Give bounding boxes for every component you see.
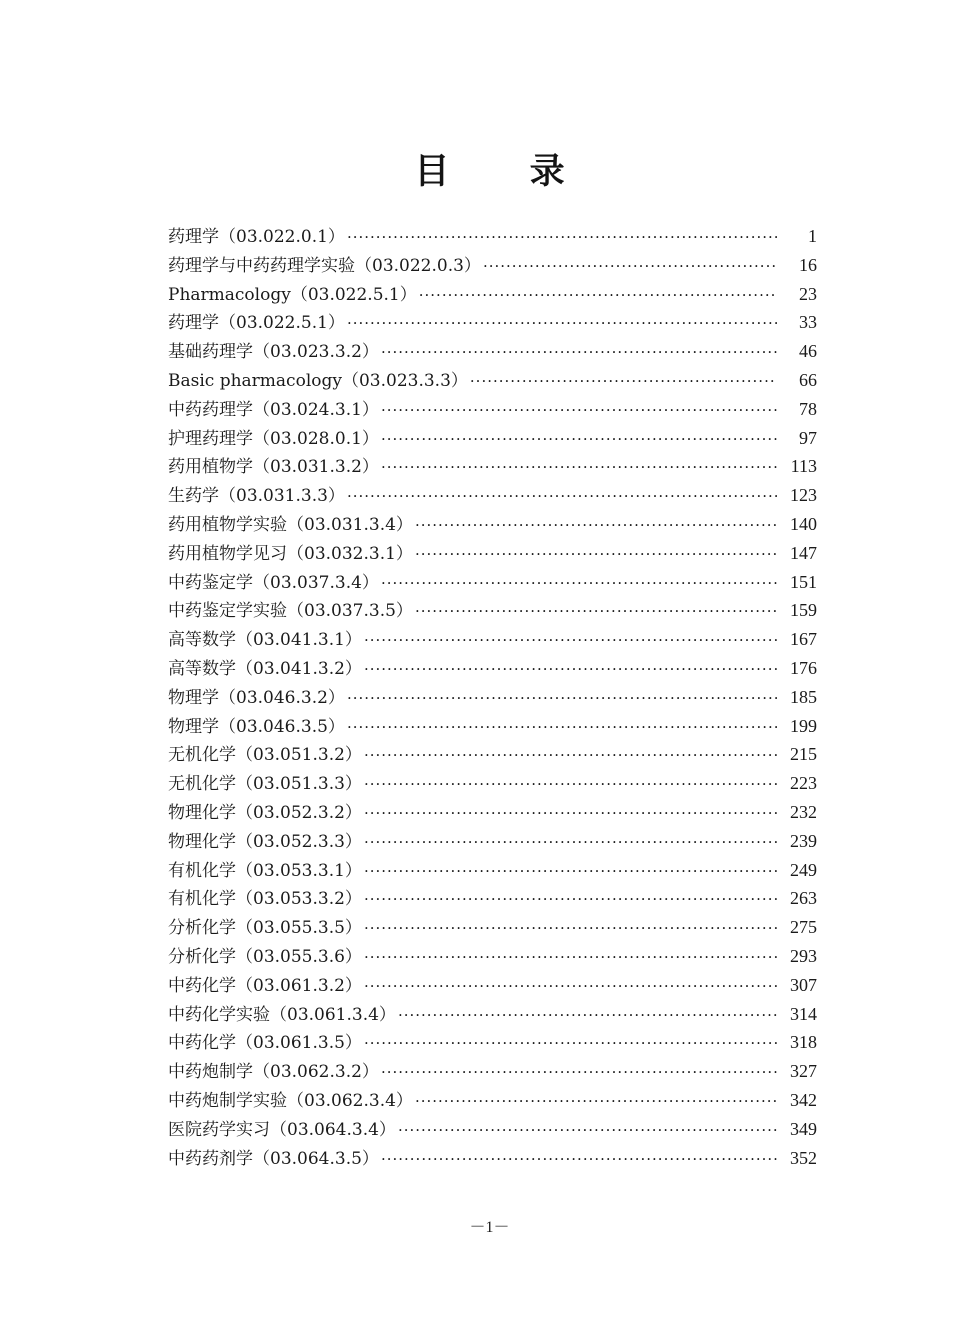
toc-entry-page: 327: [790, 1061, 817, 1082]
toc-entry[interactable]: [168, 481, 817, 510]
toc-entry[interactable]: [168, 1028, 817, 1057]
toc-entry-title: 中药炮制学实验（03.062.3.4）: [168, 1090, 413, 1111]
page-number: －1－: [469, 1219, 510, 1236]
dot-leader: [364, 626, 777, 655]
toc-entry[interactable]: [168, 568, 817, 597]
toc-entry-title: 物理学（03.046.3.2）: [168, 687, 345, 708]
toc-entry[interactable]: [168, 884, 817, 913]
dot-leader: [347, 223, 777, 252]
toc-entry-title: 药用植物学（03.031.3.2）: [168, 457, 379, 478]
toc-entry-page: 318: [790, 1032, 817, 1053]
toc-entry-page: 249: [790, 859, 817, 880]
dot-leader: [347, 482, 777, 511]
toc-entry-title: 中药化学（03.061.3.2）: [168, 975, 362, 996]
toc-entry-title: 药理学与中药药理学实验（03.022.0.3）: [168, 255, 481, 276]
toc-entry-title: 药理学（03.022.0.1）: [168, 227, 345, 247]
toc-entry-title: 医院药学实习（03.064.3.4）: [168, 1119, 396, 1140]
toc-entry-page: 185: [790, 686, 817, 707]
dot-leader: [364, 799, 777, 828]
toc-entry-page: 167: [790, 629, 817, 650]
toc-entry[interactable]: [168, 769, 817, 798]
toc-entry-title: Basic pharmacology（03.023.3.3）: [168, 370, 468, 391]
toc-entry[interactable]: [168, 1086, 817, 1115]
toc-entry-title: 物理学（03.046.3.5）: [168, 716, 345, 737]
toc-entry-title: 中药鉴定学（03.037.3.4）: [168, 572, 379, 593]
toc-entry-title: 药用植物学见习（03.032.3.1）: [168, 543, 413, 564]
toc-entry[interactable]: [168, 856, 817, 885]
dot-leader: [381, 569, 777, 598]
toc-entry-title: 高等数学（03.041.3.2）: [168, 658, 362, 679]
dot-leader: [364, 914, 777, 943]
dot-leader: [364, 943, 777, 972]
dot-leader: [364, 770, 777, 799]
table-of-contents: [168, 222, 817, 1172]
toc-entry-title: 中药鉴定学实验（03.037.3.5）: [168, 601, 413, 622]
toc-entry[interactable]: [168, 539, 817, 568]
dot-leader: [381, 1058, 777, 1087]
toc-entry[interactable]: [168, 1144, 817, 1173]
toc-entry-title: 高等数学（03.041.3.1）: [168, 630, 362, 651]
toc-entry[interactable]: [168, 654, 817, 683]
dot-leader: [415, 1087, 777, 1116]
dot-leader: [364, 1029, 777, 1058]
toc-entry-page: 352: [790, 1147, 817, 1168]
toc-entry-title: 护理药理学（03.028.0.1）: [168, 428, 379, 449]
toc-entry[interactable]: [168, 913, 817, 942]
dot-leader: [381, 425, 777, 454]
toc-entry-title: 物理化学（03.052.3.3）: [168, 831, 362, 852]
toc-entry-page: 113: [790, 456, 817, 477]
toc-entry-title: 中药化学实验（03.061.3.4）: [168, 1004, 396, 1025]
toc-entry-page: 16: [799, 254, 817, 275]
toc-entry[interactable]: [168, 740, 817, 769]
toc-entry-title: 分析化学（03.055.3.5）: [168, 918, 362, 939]
toc-entry-title: 药理学（03.022.5.1）: [168, 313, 345, 334]
toc-entry-page: 78: [799, 398, 817, 419]
toc-entry[interactable]: [168, 971, 817, 1000]
dot-leader: [381, 1145, 777, 1174]
dot-leader: [415, 540, 777, 569]
toc-entry-page: 232: [790, 801, 817, 822]
toc-entry-page: 33: [799, 312, 817, 333]
toc-entry[interactable]: [168, 1057, 817, 1086]
toc-entry-page: 176: [790, 657, 817, 678]
toc-entry[interactable]: [168, 596, 817, 625]
toc-entry-title: 有机化学（03.053.3.2）: [168, 889, 362, 910]
dot-leader: [364, 885, 777, 914]
toc-entry-title: 中药药理学（03.024.3.1）: [168, 399, 379, 420]
toc-entry[interactable]: [168, 712, 817, 741]
dot-leader: [347, 684, 777, 713]
toc-entry[interactable]: [168, 280, 817, 309]
toc-entry-page: 23: [799, 283, 817, 304]
dot-leader: [364, 857, 777, 886]
toc-entry[interactable]: [168, 683, 817, 712]
toc-entry-page: 342: [790, 1089, 817, 1110]
dot-leader: [398, 1001, 777, 1030]
toc-entry[interactable]: [168, 222, 817, 251]
toc-entry-title: Pharmacology（03.022.5.1）: [168, 284, 417, 305]
dot-leader: [483, 252, 777, 281]
dot-leader: [364, 741, 777, 770]
page-title: 目 录: [414, 152, 599, 192]
toc-entry-page: 307: [790, 974, 817, 995]
toc-entry[interactable]: [168, 1000, 817, 1029]
dot-leader: [470, 367, 777, 396]
toc-entry[interactable]: [168, 798, 817, 827]
toc-entry-title: 基础药理学（03.023.3.2）: [168, 342, 379, 363]
toc-entry-page: 97: [799, 427, 817, 448]
dot-leader: [398, 1116, 777, 1145]
toc-entry-title: 无机化学（03.051.3.3）: [168, 774, 362, 795]
toc-entry-page: 314: [790, 1003, 817, 1024]
toc-entry-title: 中药炮制学（03.062.3.2）: [168, 1062, 379, 1083]
toc-entry-title: 物理化学（03.052.3.2）: [168, 802, 362, 823]
toc-entry[interactable]: [168, 366, 817, 395]
dot-leader: [347, 713, 777, 742]
dot-leader: [364, 655, 777, 684]
toc-entry-title: 无机化学（03.051.3.2）: [168, 745, 362, 766]
toc-entry-title: 药用植物学实验（03.031.3.4）: [168, 514, 413, 535]
toc-entry-page: 66: [799, 369, 817, 390]
toc-entry[interactable]: [168, 942, 817, 971]
toc-entry-page: 147: [790, 542, 817, 563]
toc-entry-page: 239: [790, 830, 817, 851]
dot-leader: [419, 281, 777, 310]
toc-entry-page: 1: [808, 226, 817, 246]
toc-entry-page: 123: [790, 485, 817, 506]
toc-entry-title: 有机化学（03.053.3.1）: [168, 860, 362, 881]
toc-entry[interactable]: [168, 452, 817, 481]
toc-entry-page: 293: [790, 945, 817, 966]
toc-entry[interactable]: [168, 251, 817, 280]
toc-entry-page: 140: [790, 513, 817, 534]
dot-leader: [347, 309, 777, 338]
toc-entry-page: 215: [790, 744, 817, 765]
toc-entry-page: 263: [790, 888, 817, 909]
toc-entry-page: 46: [799, 341, 817, 362]
dot-leader: [381, 396, 777, 425]
toc-entry-page: 223: [790, 773, 817, 794]
dot-leader: [364, 972, 777, 1001]
toc-entry-title: 中药化学（03.061.3.5）: [168, 1033, 362, 1054]
toc-entry-title: 分析化学（03.055.3.6）: [168, 946, 362, 967]
dot-leader: [381, 453, 777, 482]
toc-entry[interactable]: [168, 308, 817, 337]
toc-entry-page: 151: [790, 571, 817, 592]
toc-entry[interactable]: [168, 510, 817, 539]
toc-entry-page: 349: [790, 1118, 817, 1139]
toc-entry-title: 生药学（03.031.3.3）: [168, 486, 345, 507]
toc-entry-page: 275: [790, 917, 817, 938]
toc-entry[interactable]: [168, 395, 817, 424]
toc-entry[interactable]: [168, 1115, 817, 1144]
dot-leader: [364, 828, 777, 857]
toc-entry[interactable]: [168, 424, 817, 453]
toc-entry-title: 中药药剂学（03.064.3.5）: [168, 1148, 379, 1169]
dot-leader: [381, 338, 777, 367]
toc-entry-page: 159: [790, 600, 817, 621]
toc-entry[interactable]: [168, 827, 817, 856]
toc-entry[interactable]: [168, 337, 817, 366]
toc-entry[interactable]: [168, 625, 817, 654]
dot-leader: [415, 511, 777, 540]
dot-leader: [415, 597, 777, 626]
toc-entry-page: 199: [790, 715, 817, 736]
